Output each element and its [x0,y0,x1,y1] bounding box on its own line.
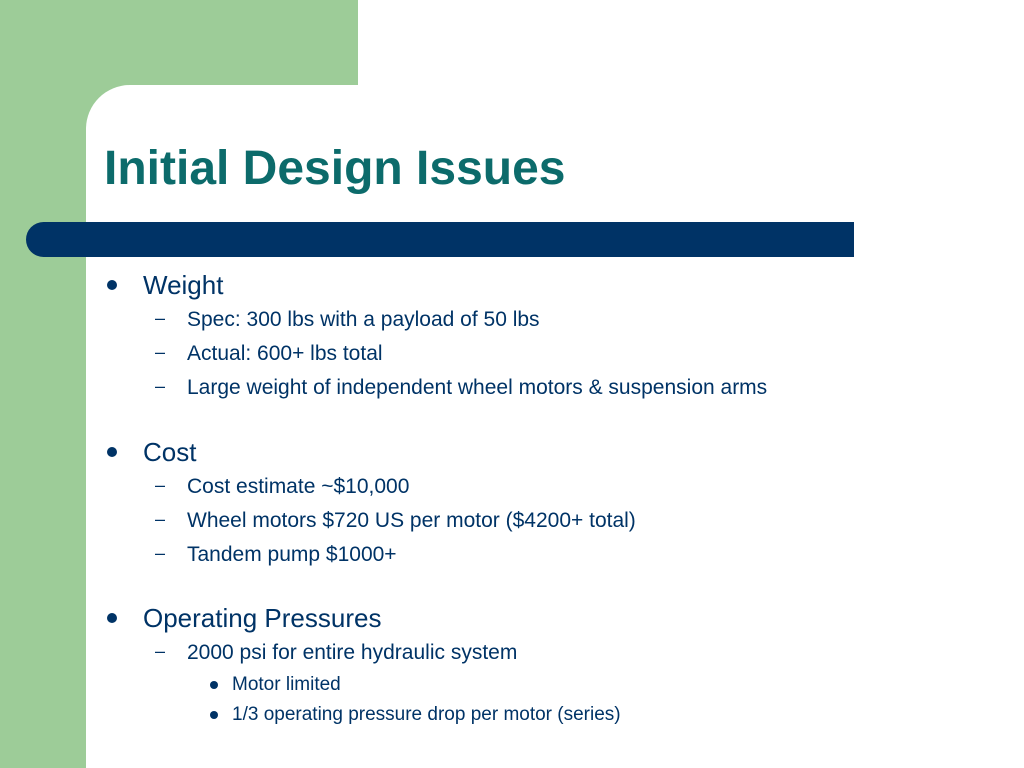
bullet-operating-pressures: Operating Pressures [143,603,382,633]
sub-bullet: Tandem pump $1000+ [187,543,397,566]
dash-icon: – [155,641,166,661]
bullet-icon [210,711,218,719]
sub-sub-bullet: 1/3 operating pressure drop per motor (series) [232,704,621,725]
sub-bullet: Cost estimate ~$10,000 [187,475,410,498]
sub-bullet: Large weight of independent wheel motors & suspension arms [187,376,768,399]
bullet-cost: Cost [143,437,197,467]
dash-icon: – [155,342,166,362]
bullet-weight: Weight [143,270,224,300]
sub-bullet: Wheel motors $720 US per motor ($4200+ total) [187,509,636,532]
dash-icon: – [155,475,166,495]
bullet-icon [210,681,218,689]
dash-icon: – [155,543,166,563]
sub-sub-bullet: Motor limited [232,674,341,695]
dash-icon: – [155,509,166,529]
dash-icon: – [155,376,166,396]
dash-icon: – [155,308,166,328]
sub-bullet: Spec: 300 lbs with a payload of 50 lbs [187,308,540,331]
bullet-icon [107,613,117,623]
sub-bullet: Actual: 600+ lbs total [187,342,383,365]
bullet-icon [107,280,117,290]
slide-title: Initial Design Issues [104,142,566,195]
bullet-icon [107,447,117,457]
sub-bullet: 2000 psi for entire hydraulic system [187,641,518,664]
